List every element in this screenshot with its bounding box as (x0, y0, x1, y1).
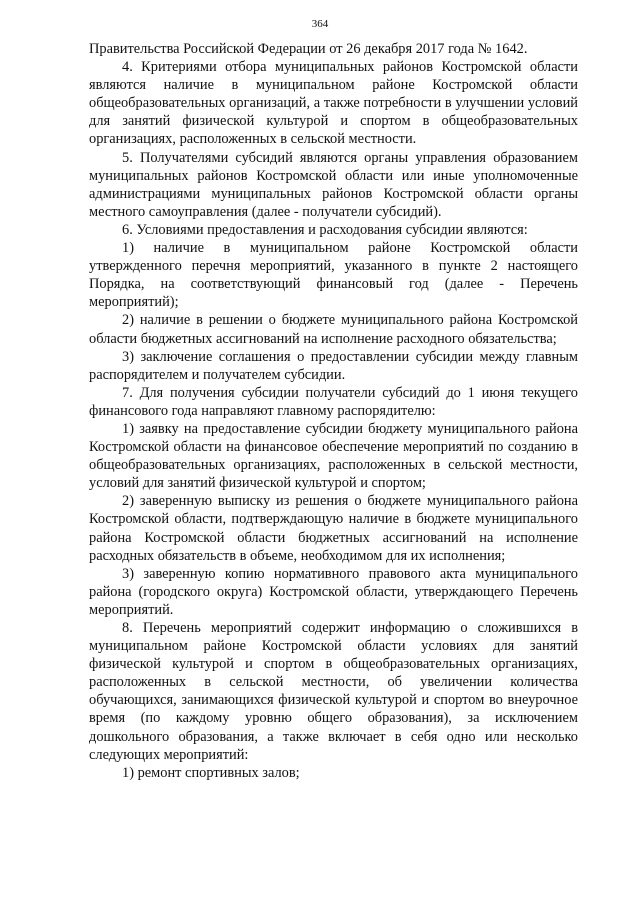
paragraph-item-6-3: 3) заключение соглашения о предоставлении субсидии между главным распорядителем и получателем субсидии. (89, 348, 578, 383)
paragraph-decree-reference: Правительства Российской Федерации от 26 декабря 2017 года № 1642. (89, 41, 528, 57)
paragraph-item-6: 6. Условиями предоставления и расходования субсидии являются: (122, 221, 528, 238)
page-number: 364 (311, 18, 329, 30)
paragraph-item-6-2: 2) наличие в решении о бюджете муниципального района Костромской области бюджетных ассигнований на исполнение расходного обязательства; (89, 312, 578, 347)
paragraph-item-4: 4. Критериями отбора муниципальных районов Костромской области являются наличие в муниципальном районе Костромской области общеобразовательных организаций, а также потребности в улучшении условий для занятий физической культурой и спортом в общеобразовательных организациях, расположенных в сельской местности. (89, 59, 578, 148)
paragraph-item-7-3: 3) заверенную копию нормативного правового акта муниципального района (городского округа) Костромской области, утверждающего Перечень мероприятий. (89, 565, 578, 618)
paragraph-item-8: 8. Перечень мероприятий содержит информацию о сложившихся в муниципальном районе Костромской области условиях для занятий физической культурой и спортом в общеобразовательных организациях, расположенных в сельской местности, об увеличении количества обучающихся, занимающихся физической культурой и спортом во внеурочное время (по каждому уровню общего образования), за исключением дошкольного образования, а также включает в себя одно или несколько следующих мероприятий: (89, 620, 578, 763)
paragraph-item-7-2: 2) заверенную выписку из решения о бюджете муниципального района Костромской области, подтверждающую наличие в бюджете муниципального района Костромской области бюджетных ассигнований на исполнение расходных обязательств в объеме, необходимом для их исполнения; (89, 493, 578, 564)
paragraph-item-6-1: 1) наличие в муниципальном районе Костромской области утвержденного перечня мероприятий, указанного в пункте 2 настоящего Порядка, на соответствующий финансовый год (далее - Перечень мероприятий); (89, 240, 578, 311)
paragraph-item-7: 7. Для получения субсидии получатели субсидий до 1 июня текущего финансового года направляют главному распорядителю: (89, 384, 578, 419)
paragraph-item-8-1: 1) ремонт спортивных залов; (122, 764, 300, 781)
paragraph-item-7-1: 1) заявку на предоставление субсидии бюджету муниципального района Костромской области на финансовое обеспечение мероприятий по созданию в общеобразовательных организациях, расположенных в сельской местности, условий для занятий физической культурой и спортом; (89, 420, 578, 492)
paragraph-item-5: 5. Получателями субсидий являются органы управления образованием муниципальных районов Костромской области или иные уполномоченные администрациями муниципальных районов Костромской области органы местного самоуправления (далее - получатели субсидий). (89, 149, 578, 220)
document-body (89, 40, 578, 782)
